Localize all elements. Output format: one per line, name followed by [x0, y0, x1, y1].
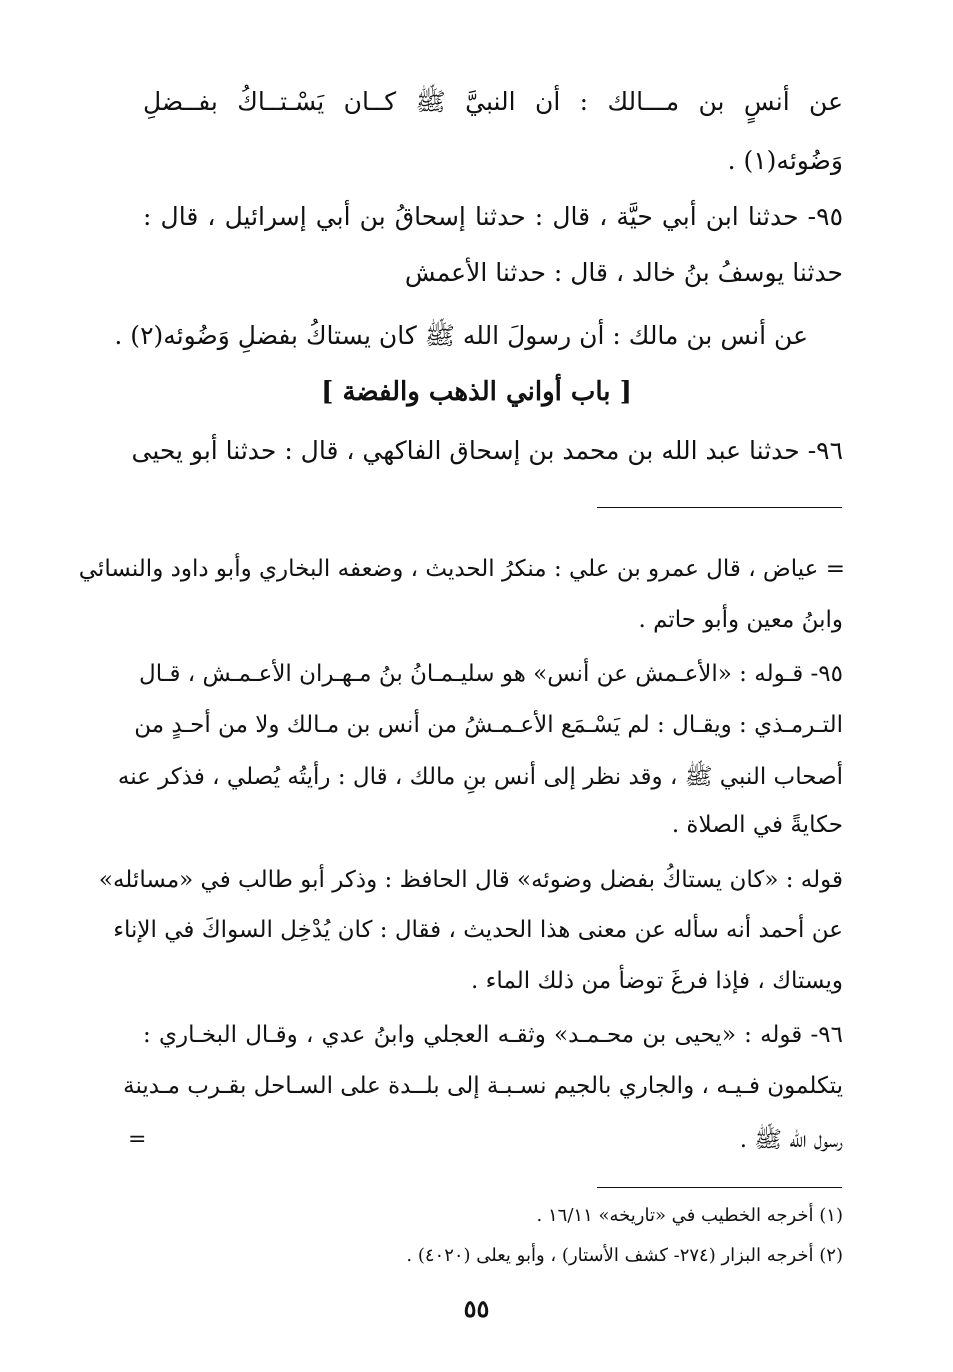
main-text-line-4: حدثنا يوسفُ بنُ خالد ، قال : حدثنا الأعمش	[404, 258, 843, 287]
separator-rule-top	[597, 507, 842, 508]
commentary-line-8: عن أحمد أنه سأله عن معنى هذا الحديث ، فقال : كان يُدْخِل السواكَ في الإناء	[113, 917, 843, 943]
commentary-line-10: ٩٦- قوله : «يحيى بن محـمـد» وثقـه العجلي وابنُ عدي ، وقـال البخـاري :	[143, 1022, 843, 1048]
commentary-line-6: حكايةً في الصلاة .	[671, 812, 843, 838]
commentary-line-4: التـرمـذي : ويقـال : لم يَسْـمَع الأعـمـشُ من أنس بن مـالك ولا من أحـدٍ من	[134, 712, 843, 738]
commentary-line-3: ٩٥- قـوله : «الأعـمش عن أنس» هو سليـمـانُ بنُ مـهـران الأعـمـش ، قـال	[139, 661, 843, 687]
main-text-line-5: عن أنس بن مالك : أن رسولَ الله ﷺ كان يستاكُ بفضلِ وَضُوئه(٢) .	[114, 321, 808, 350]
footnote-1: (١) أخرجه الخطيب في «تاريخه» ١٦/١١ .	[536, 1205, 843, 1226]
commentary-line-1: = عياض ، قال عمرو بن علي : منكرُ الحديث ، وضعفه البخاري وأبو داود والنسائي	[78, 556, 845, 582]
commentary-line-12: رسول الله ﷺ .	[739, 1127, 843, 1153]
footnote-2: (٢) أخرجه البزار (٢٧٤- كشف الأستار) ، وأبو يعلى (٤٠٢٠) .	[406, 1245, 843, 1266]
commentary-line-7: قوله : «كان يستاكُ بفضل وضوئه» قال الحافظ : وذكر أبو طالب في «مسائله»	[98, 867, 843, 893]
continuation-mark: =	[128, 1127, 147, 1152]
main-text-line-6: ٩٦- حدثنا عبد الله بن محمد بن إسحاق الفاكهي ، قال : حدثنا أبو يحيى	[131, 436, 843, 465]
page-number: ٥٥	[463, 1294, 490, 1323]
main-text-line-2: وَضُوئه(١) .	[727, 146, 843, 175]
commentary-line-2: وابنُ معين وأبو حاتم .	[638, 607, 843, 633]
commentary-line-11: يتكلمون فـيـه ، والجاري بالجيم نسـبـة إلى بلــدة على السـاحل بقـرب مـدينة	[123, 1073, 843, 1099]
main-text-line-3: ٩٥- حدثنا ابن أبي حيَّة ، قال : حدثنا إسحاقُ بن أبي إسرائيل ، قال :	[143, 202, 843, 231]
main-text-line-1: عن أنسٍ بن مـــالك : أن النبيَّ ﷺ كــان يَسْـتــاكُ بفــضلِ	[143, 87, 843, 116]
commentary-line-9: ويستاك ، فإذا فرغَ توضأ من ذلك الماء .	[471, 968, 843, 994]
commentary-line-5: أصحاب النبي ﷺ ، وقد نظر إلى أنس بنِ مالك ، قال : رأيتُه يُصلي ، فذكر عنه	[117, 764, 843, 790]
separator-rule-bottom	[597, 1187, 842, 1188]
chapter-heading: [ باب أواني الذهب والفضة ]	[321, 377, 632, 407]
